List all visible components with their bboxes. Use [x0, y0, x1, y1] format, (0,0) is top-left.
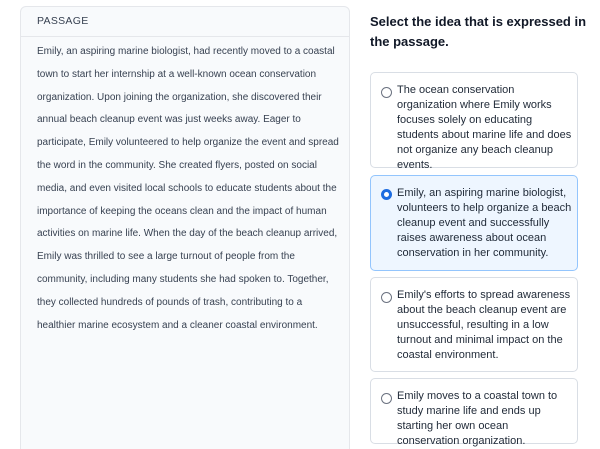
answer-option-label: Emily's efforts to spread awareness about the beach cleanup event are unsuccessful, resulting in a low turnout and minimal impact on the coastal environment. [397, 289, 571, 361]
answer-option-3[interactable] [370, 277, 578, 372]
radio-button-icon[interactable] [381, 87, 392, 98]
radio-button-icon[interactable] [381, 189, 392, 200]
answer-option-2[interactable] [370, 175, 578, 271]
passage-header: PASSAGE [21, 7, 349, 37]
passage-panel [20, 6, 350, 449]
radio-button-icon[interactable] [381, 292, 392, 303]
question-prompt: Select the idea that is expressed in the passage. [370, 14, 587, 49]
answer-option-label: Emily moves to a coastal town to study marine life and ends up starting her own ocean conservation organization. [397, 390, 558, 447]
radio-button-icon[interactable] [381, 393, 392, 404]
answer-option-label: Emily, an aspiring marine biologist, volunteers to help organize a beach cleanup event and successfully raises awareness about ocean conservation in her community. [397, 187, 572, 259]
answer-option-1[interactable] [370, 72, 578, 171]
passage-text: Emily, an aspiring marine biologist, had recently moved to a coastal town to start her internship at a well-known ocean conservation organization. Upon joining the organization, she discovered their annual beach cleanup event was just weeks away. Eager to participate, Emily volunteered to help organize the event and spread the word in the community. She created flyers, posted on social media, and even visited local schools to educate students about the importance of keeping the oceans clean and the impact of human activities on marine life. When the day of the beach cleanup arrived, Emily was thrilled to see a large turnout of people from the community, including many students she had spoken to. Together, they collected hundreds of pounds of trash, contributing to a healthier marine ecosystem and a cleaner coastal environment. [37, 46, 339, 331]
answer-option-label: The ocean conservation organization where Emily works focuses solely on educating students about marine life and does not organize any beach cleanup events. [397, 84, 572, 171]
answer-option-4[interactable] [370, 378, 578, 447]
